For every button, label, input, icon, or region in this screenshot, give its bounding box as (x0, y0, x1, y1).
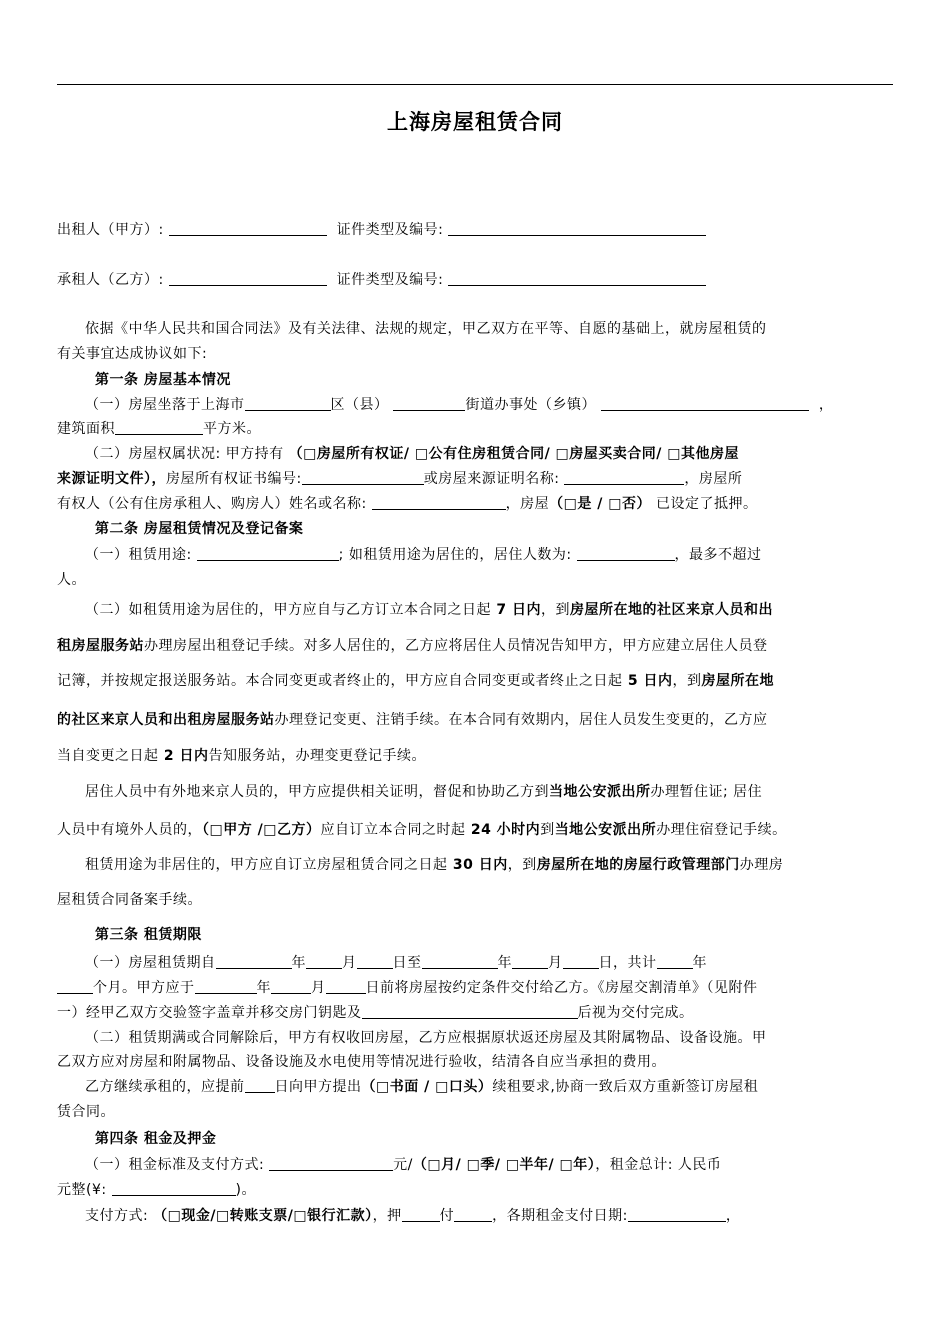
reg-text-5: 当自变更之日起 (57, 748, 159, 764)
term-label: （一）房屋租赁期自 (85, 955, 216, 971)
use-line-2: 人。 (57, 572, 86, 588)
township-blank[interactable] (601, 396, 809, 411)
mortgage-options[interactable]: （□是 / □否） (549, 496, 651, 512)
handover-suffix: 后视为交付完成。 (577, 1005, 694, 1021)
lessor-name-blank[interactable] (169, 221, 327, 236)
month-label-3: 月 (311, 980, 326, 996)
term-line-1 (57, 953, 707, 973)
article-2-heading: 第二条 房屋租赁情况及登记备案 (95, 521, 304, 537)
article-1-heading: 第一条 房屋基本情况 (95, 372, 231, 388)
lessee-name-blank[interactable] (169, 271, 327, 286)
intro-line-2: 有关事宜达成协议如下: (57, 346, 208, 362)
ownership-text: （二）房屋权属状况: 甲方持有 (85, 446, 289, 462)
lessee-id-blank[interactable] (448, 271, 706, 286)
total-label: 日，共计 (598, 955, 657, 971)
deposit-blank[interactable] (402, 1207, 440, 1222)
rent-total-blank[interactable] (112, 1181, 236, 1196)
max-label: ，最多不超过 (674, 547, 762, 563)
month-label: 月 (342, 955, 357, 971)
payment-label: 支付方式: (85, 1208, 154, 1224)
reg-line-1 (57, 600, 773, 620)
owner-text: ，房屋所 (684, 471, 743, 487)
art1-location-text: （一）房屋坐落于上海市 (85, 397, 245, 413)
party-options[interactable]: （□甲方 /□乙方） (202, 822, 321, 838)
owner-name-blank[interactable] (372, 495, 506, 510)
use-blank[interactable] (197, 546, 339, 561)
delivery-month-blank[interactable] (271, 979, 311, 994)
street-blank[interactable] (393, 396, 465, 411)
lessee-label: 承租人（乙方）: (57, 272, 164, 288)
end-day-blank[interactable] (563, 954, 599, 969)
to-label: 日至 (392, 955, 422, 971)
foreign-line-2 (57, 820, 787, 840)
ownership-options-cont[interactable]: 来源证明文件）， (57, 471, 166, 487)
rent-close: )。 (235, 1182, 257, 1198)
renewal-options[interactable]: （□书面 / □口头） (361, 1079, 493, 1095)
police-station-2: 当地公安派出所 (554, 822, 657, 838)
article-3-heading: 第三条 租赁期限 (95, 927, 202, 943)
end-year-blank[interactable] (422, 954, 498, 969)
housing-dept: 房屋所在地的房屋行政管理部门 (536, 857, 740, 873)
reg-line-2 (57, 636, 768, 656)
lessor-label: 出租人（甲方）: (57, 222, 164, 238)
lessee-id-label: 证件类型及编号: (336, 272, 444, 288)
delivery-label: 个月。甲方应于 (93, 980, 195, 996)
reg-to: ，到 (541, 602, 570, 618)
street-label: 街道办事处（乡镇） (465, 397, 596, 413)
foreign-text-2: 办理暂住证; 居住 (650, 784, 763, 800)
reg-text-3: 记簿，并按规定报送服务站。本合同变更或者终止的，甲方应自合同变更或者终止之日起 (57, 673, 623, 689)
total-months-blank[interactable] (57, 979, 93, 994)
residents-blank[interactable] (577, 546, 675, 561)
article-4-heading: 第四条 租金及押金 (95, 1131, 217, 1147)
payment-line (57, 1206, 740, 1226)
residents-label: ; 如租赁用途为居住的，居住人数为: (338, 547, 572, 563)
reg-line-3 (57, 671, 774, 691)
start-year-blank[interactable] (216, 954, 292, 969)
reg-text-2: 办理房屋出租登记手续。对多人居住的，乙方应将居住人员情况告知甲方，甲方应建立居住人员登 (144, 638, 768, 654)
foreign-text-4: 应自订立本合同之时起 (320, 822, 466, 838)
reg-text-6: 告知服务站，办理变更登记手续。 (208, 748, 426, 764)
mortgage-suffix: 已设定了抵押。 (651, 496, 758, 512)
reg-office-cont: 租房屋服务站 (57, 638, 144, 654)
ownership-options[interactable]: （□房屋所有权证/ □公有住房租赁合同/ □房屋买卖合同/ □其他房屋 (288, 446, 739, 462)
area-blank[interactable] (115, 420, 203, 435)
source-doc-blank[interactable] (564, 470, 684, 485)
change-to: ，到 (672, 673, 702, 689)
term-line-2 (57, 978, 758, 998)
payment-options[interactable]: （□现金/□转账支票/□银行汇款） (153, 1208, 373, 1224)
year-label-2: 年 (497, 955, 512, 971)
cert-no-label: 房屋所有权证书编号: (166, 471, 302, 487)
lessee-line (57, 270, 706, 290)
change-deadline: 5 日内 (622, 673, 673, 689)
handover-text: 一）经甲乙双方交验签字盖章并移交房门钥匙及 (57, 1005, 362, 1021)
district-blank[interactable] (245, 396, 331, 411)
lessor-id-label: 证件类型及编号: (336, 222, 444, 238)
ownership-line-3 (57, 494, 757, 514)
start-month-blank[interactable] (306, 954, 342, 969)
area-line (57, 419, 261, 439)
delivery-year-blank[interactable] (195, 979, 257, 994)
reg-text-4: 办理登记变更、注销手续。在本合同有效期内，居住人员发生变更的，乙方应 (274, 712, 768, 728)
renewal-text-2: 日向甲方提出 (274, 1079, 362, 1095)
expiry-line-2: 乙双方应对房屋和附属物品、设备设施及水电使用等情况进行验收，结清各自应当承担的费用。 (57, 1054, 666, 1070)
year-label-3: 年 (692, 955, 707, 971)
rent-line-2 (57, 1180, 256, 1200)
handover-blank[interactable] (362, 1004, 578, 1019)
cert-no-blank[interactable] (302, 470, 424, 485)
intro-line-1: 依据《中华人民共和国合同法》及有关法律、法规的规定，甲乙双方在平等、自愿的基础上，就房屋租赁的 (85, 321, 767, 337)
document-title: 上海房屋租赁合同 (387, 110, 563, 134)
lessor-id-blank[interactable] (448, 221, 706, 236)
nonres-deadline: 30 日内 (447, 857, 508, 873)
nonres-text-2: 办理房 (739, 857, 784, 873)
renewal-line-1 (57, 1077, 758, 1097)
district-label: 区（县） (330, 397, 389, 413)
total-years-blank[interactable] (657, 954, 693, 969)
use-line (57, 545, 762, 565)
police-station: 当地公安派出所 (549, 784, 651, 800)
reg-line-4 (57, 710, 768, 730)
pay-blank[interactable] (454, 1207, 492, 1222)
ownership-line-2 (57, 469, 742, 489)
mortgage-text: ，房屋 (505, 496, 550, 512)
use-label: （一）租赁用途: (85, 547, 192, 563)
delivery-day-blank[interactable] (326, 979, 366, 994)
change-office-cont: 的社区来京人员和出租房屋服务站 (57, 712, 275, 728)
foreign-text-5: 办理住宿登记手续。 (656, 822, 787, 838)
reg-office: 房屋所在地的社区来京人员和出 (570, 602, 773, 618)
nonres-to: ，到 (507, 857, 537, 873)
notify-deadline: 2 日内 (158, 748, 209, 764)
lessor-line (57, 220, 706, 240)
nonres-line-2: 屋租赁合同备案手续。 (57, 892, 202, 908)
rent-amount-blank[interactable] (269, 1156, 393, 1171)
nonres-text: 租赁用途为非居住的，甲方应自订立房屋租赁合同之日起 (85, 857, 448, 873)
foreign-to: 到 (540, 822, 555, 838)
area-label: 建筑面积 (57, 421, 115, 437)
deposit-label: ，押 (372, 1208, 402, 1224)
pay-date-blank[interactable] (628, 1207, 726, 1222)
renewal-text-3: 续租要求,协商一致后双方重新签订房屋租 (492, 1079, 759, 1095)
expiry-line-1: （二）租赁期满或合同解除后，甲方有权收回房屋，乙方应根据原状返还房屋及其附属物品、设备设施。甲 (85, 1030, 767, 1046)
foreign-line-1 (57, 782, 762, 802)
rent-total-label: ，租金总计: 人民币 (595, 1157, 722, 1173)
renewal-text: 乙方继续承租的，应提前 (85, 1079, 245, 1095)
pay-comma: ， (725, 1208, 741, 1224)
month-label-2: 月 (548, 955, 563, 971)
comma: ， (818, 397, 834, 413)
foreign-text-3: 人员中有境外人员的， (57, 822, 202, 838)
area-unit: 平方米。 (203, 421, 261, 437)
start-day-blank[interactable] (357, 954, 393, 969)
header-rule (57, 84, 893, 85)
rent-line-1 (57, 1155, 721, 1175)
foreign-text: 居住人员中有外地来京人员的，甲方应提供相关证明，督促和协助乙方到 (85, 784, 549, 800)
source-doc-label: 或房屋来源证明名称: (423, 471, 560, 487)
reg-text: （二）如租赁用途为居住的，甲方应自与乙方订立本合同之日起 (85, 602, 491, 618)
rent-yuan-label: 元整(¥: (57, 1182, 107, 1198)
rent-period-options[interactable]: （□月/ □季/ □半年/ □年） (412, 1157, 596, 1173)
delivery-text: 日前将房屋按约定条件交付给乙方。《房屋交割清单》（见附件 (365, 980, 758, 996)
end-month-blank[interactable] (512, 954, 548, 969)
reg-deadline: 7 日内 (491, 602, 541, 618)
reg-line-5 (57, 746, 426, 766)
nonres-line-1 (57, 855, 783, 875)
art1-location-line (57, 395, 833, 415)
year-label: 年 (291, 955, 306, 971)
pay-label: 付 (439, 1208, 455, 1224)
rent-label: （一）租金标准及支付方式: (85, 1157, 265, 1173)
pay-date-label: ，各期租金支付日期: (492, 1208, 628, 1224)
renewal-days-blank[interactable] (245, 1078, 275, 1093)
ownership-line-1 (57, 444, 739, 464)
hours-deadline: 24 小时内 (465, 822, 541, 838)
change-office: 房屋所在地 (701, 673, 774, 689)
renewal-line-2: 赁合同。 (57, 1104, 115, 1120)
year-label-4: 年 (256, 980, 271, 996)
rent-unit: 元/ (393, 1157, 413, 1173)
term-line-3 (57, 1003, 694, 1023)
owner-name-label: 有权人（公有住房承租人、购房人）姓名或名称: (57, 496, 367, 512)
